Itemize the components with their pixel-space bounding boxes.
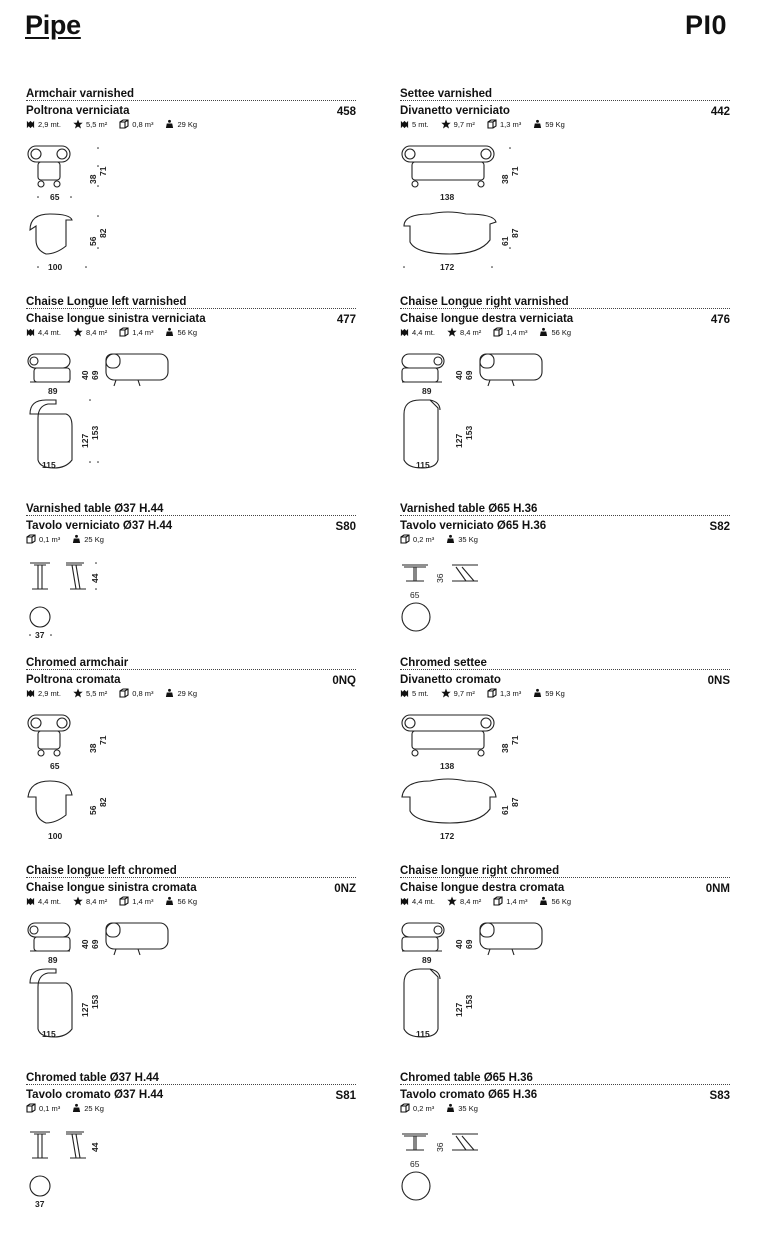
product-code: 0NZ — [334, 883, 356, 895]
dim-total: 153 — [90, 425, 100, 440]
dim-depth: 100 — [48, 262, 63, 272]
collection-code: PI0 — [684, 10, 727, 40]
box-icon — [487, 688, 497, 698]
product-name-it: Chaise longue sinistra verniciata — [26, 308, 356, 324]
chaise-right-drawing — [400, 344, 560, 474]
dim-total: 82 — [98, 228, 108, 238]
dim-arm: 61 — [500, 236, 510, 246]
product-name-it: Chaise longue sinistra cromata — [26, 877, 356, 893]
product-name-en: Chromed table Ø37 H.44 — [26, 1072, 159, 1084]
product-name-it: Chaise longue destra verniciata — [400, 308, 730, 324]
dim-seat: 38 — [88, 174, 98, 184]
dim-seat: 40 — [80, 939, 90, 949]
box-icon — [487, 119, 497, 129]
dim-height: 44 — [90, 573, 100, 583]
star-icon — [441, 119, 451, 129]
weight-icon — [72, 534, 81, 544]
dim-height: 71 — [510, 166, 520, 176]
chaise-left-drawing — [26, 344, 186, 474]
dim-total: 87 — [510, 228, 520, 238]
dim-height: 36 — [435, 1142, 445, 1152]
settee-drawing — [400, 136, 530, 272]
armchair-drawing — [26, 136, 146, 272]
dim-height: 69 — [464, 939, 474, 949]
dim-width: 138 — [440, 761, 455, 771]
dim-diameter: 37 — [35, 630, 45, 640]
dim-height: 69 — [90, 370, 100, 380]
length-icon — [400, 328, 409, 337]
product-settee-chromed — [400, 657, 730, 841]
dim-seat: 40 — [454, 370, 464, 380]
dim-height: 71 — [98, 166, 108, 176]
dim-total: 153 — [464, 994, 474, 1009]
dim-arm: 127 — [80, 433, 90, 448]
product-name-en: Varnished table Ø37 H.44 — [26, 503, 164, 515]
length-icon — [26, 689, 35, 698]
dim-seat: 40 — [80, 370, 90, 380]
star-icon — [447, 896, 457, 906]
product-chaise-right-varnished — [400, 296, 730, 471]
product-code: 476 — [710, 314, 730, 326]
product-name-en: Chromed settee — [400, 657, 487, 669]
dim-width: 89 — [48, 386, 58, 396]
weight-icon — [165, 119, 174, 129]
box-icon — [26, 534, 36, 544]
dim-depth: 115 — [42, 460, 56, 470]
specs-row: 0,1 m³ 25 Kg — [26, 1102, 104, 1114]
dim-width: 89 — [422, 955, 432, 965]
dim-depth: 115 — [416, 460, 430, 470]
product-code: 0NM — [705, 883, 730, 895]
dim-seat: 38 — [500, 174, 510, 184]
product-name-it: Tavolo verniciato Ø65 H.36 — [400, 515, 730, 531]
box-icon — [400, 534, 410, 544]
product-name-it: Tavolo cromato Ø37 H.44 — [26, 1084, 356, 1100]
product-name-en: Settee varnished — [400, 88, 493, 100]
dim-width: 89 — [48, 955, 58, 965]
dim-total: 153 — [90, 994, 100, 1009]
dim-depth: 115 — [42, 1029, 56, 1039]
dim-height: 44 — [90, 1142, 100, 1152]
dim-arm: 56 — [88, 805, 98, 815]
product-chaise-left-varnished — [26, 296, 356, 471]
box-icon — [26, 1103, 36, 1113]
product-name-it: Poltrona verniciata — [26, 100, 356, 116]
star-icon — [447, 327, 457, 337]
weight-icon — [446, 534, 455, 544]
product-settee-varnished — [400, 88, 730, 272]
product-chaise-left-chromed — [26, 865, 356, 1040]
dim-arm: 127 — [80, 1002, 90, 1017]
settee-drawing — [400, 705, 530, 841]
product-name-en: Varnished table Ø65 H.36 — [400, 503, 538, 515]
product-code: S80 — [335, 521, 356, 533]
product-code: 458 — [336, 106, 356, 118]
weight-icon — [539, 896, 548, 906]
product-code: 477 — [336, 314, 356, 326]
product-name-en: Chromed table Ø65 H.36 — [400, 1072, 533, 1084]
box-icon — [119, 119, 129, 129]
length-icon — [26, 120, 35, 129]
dim-seat: 38 — [500, 743, 510, 753]
dim-height: 69 — [464, 370, 474, 380]
product-table-65-varnished — [400, 503, 730, 678]
box-icon — [119, 896, 129, 906]
product-armchair-varnished — [26, 88, 356, 272]
specs-row: 2,9 mt. 5,5 m² 0,8 m³ 29 Kg — [26, 118, 197, 130]
dim-depth: 172 — [440, 831, 455, 841]
dim-arm: 127 — [454, 433, 464, 448]
product-name-it: Tavolo cromato Ø65 H.36 — [400, 1084, 730, 1100]
product-name-en: Chaise longue right chromed — [400, 865, 560, 877]
dim-height: 69 — [90, 939, 100, 949]
product-code: 0NS — [707, 675, 730, 687]
dim-width: 65 — [50, 761, 60, 771]
box-icon — [119, 327, 129, 337]
product-name-it: Poltrona cromata — [26, 669, 356, 685]
dim-depth: 100 — [48, 831, 63, 841]
star-icon — [73, 688, 83, 698]
weight-icon — [446, 1103, 455, 1113]
product-name-it: Divanetto verniciato — [400, 100, 730, 116]
dim-arm: 56 — [88, 236, 98, 246]
product-name-en: Chaise longue left chromed — [26, 865, 177, 877]
product-name-en: Chromed armchair — [26, 657, 129, 669]
dim-height: 71 — [510, 735, 520, 745]
weight-icon — [165, 327, 174, 337]
product-table-37-chromed — [26, 1072, 356, 1247]
product-name-en: Chaise Longue left varnished — [26, 296, 187, 308]
weight-icon — [165, 688, 174, 698]
weight-icon — [72, 1103, 81, 1113]
dim-seat: 40 — [454, 939, 464, 949]
weight-icon — [533, 119, 542, 129]
dim-height: 71 — [98, 735, 108, 745]
table-large-drawing — [400, 551, 520, 651]
dim-diameter: 65 — [410, 1159, 420, 1169]
weight-icon — [165, 896, 174, 906]
length-icon — [26, 897, 35, 906]
box-icon — [493, 896, 503, 906]
dim-depth: 172 — [440, 262, 455, 272]
dim-diameter: 65 — [410, 590, 420, 600]
product-name-en: Chaise Longue right varnished — [400, 296, 569, 308]
specs-row: 4,4 mt. 8,4 m² 1,4 m³ 56 Kg — [400, 895, 571, 907]
dim-seat: 38 — [88, 743, 98, 753]
specs-row: 2,9 mt. 5,5 m² 0,8 m³ 29 Kg — [26, 687, 197, 699]
product-chaise-right-chromed — [400, 865, 730, 1040]
box-icon — [119, 688, 129, 698]
specs-row: 4,4 mt. 8,4 m² 1,4 m³ 56 Kg — [26, 895, 197, 907]
product-code: S81 — [335, 1090, 356, 1102]
weight-icon — [533, 688, 542, 698]
dim-total: 153 — [464, 425, 474, 440]
product-name-en: Armchair varnished — [26, 88, 135, 100]
length-icon — [400, 689, 409, 698]
specs-row: 5 mt. 9,7 m² 1,3 m³ 59 Kg — [400, 118, 565, 130]
dim-depth: 115 — [416, 1029, 430, 1039]
length-icon — [400, 120, 409, 129]
table-small-drawing — [26, 1120, 146, 1216]
specs-row: 0,2 m³ 35 Kg — [400, 533, 478, 545]
dim-total: 87 — [510, 797, 520, 807]
product-table-65-chromed — [400, 1072, 730, 1247]
dim-arm: 61 — [500, 805, 510, 815]
chaise-right-drawing — [400, 913, 560, 1043]
star-icon — [73, 119, 83, 129]
product-code: 442 — [710, 106, 730, 118]
weight-icon — [539, 327, 548, 337]
dim-width: 89 — [422, 386, 432, 396]
length-icon — [400, 897, 409, 906]
star-icon — [73, 896, 83, 906]
product-code: S82 — [709, 521, 730, 533]
specs-row: 5 mt. 9,7 m² 1,3 m³ 59 Kg — [400, 687, 565, 699]
armchair-drawing — [26, 705, 146, 841]
specs-row: 0,1 m³ 25 Kg — [26, 533, 104, 545]
product-armchair-chromed — [26, 657, 356, 841]
product-name-it: Tavolo verniciato Ø37 H.44 — [26, 515, 356, 531]
box-icon — [493, 327, 503, 337]
dim-height: 36 — [435, 573, 445, 583]
dim-arm: 127 — [454, 1002, 464, 1017]
page-title: Pipe — [25, 10, 81, 40]
length-icon — [26, 328, 35, 337]
star-icon — [73, 327, 83, 337]
product-name-it: Divanetto cromato — [400, 669, 730, 685]
star-icon — [441, 688, 451, 698]
product-name-it: Chaise longue destra cromata — [400, 877, 730, 893]
box-icon — [400, 1103, 410, 1113]
table-small-drawing — [26, 551, 146, 651]
specs-row: 4,4 mt. 8,4 m² 1,4 m³ 56 Kg — [26, 326, 197, 338]
dim-diameter: 37 — [35, 1199, 45, 1209]
dim-width: 138 — [440, 192, 455, 202]
chaise-left-drawing — [26, 913, 186, 1043]
dim-width: 65 — [50, 192, 60, 202]
specs-row: 4,4 mt. 8,4 m² 1,4 m³ 56 Kg — [400, 326, 571, 338]
specs-row: 0,2 m³ 35 Kg — [400, 1102, 478, 1114]
table-large-drawing — [400, 1120, 520, 1216]
product-table-37-varnished — [26, 503, 356, 678]
dim-total: 82 — [98, 797, 108, 807]
product-code: 0NQ — [332, 675, 356, 687]
product-code: S83 — [709, 1090, 730, 1102]
